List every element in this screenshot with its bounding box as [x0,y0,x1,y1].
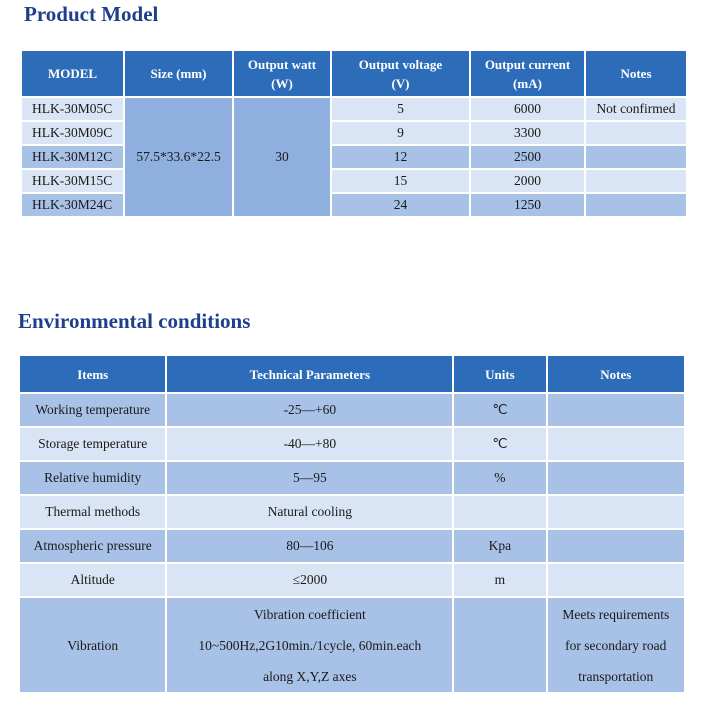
notes-cell: Not confirmed [586,98,686,120]
table-row [20,496,684,528]
header-output-voltage [332,51,469,96]
header-notes: Notes [548,356,684,392]
voltage-cell: 15 [332,170,469,192]
item-cell: Relative humidity [20,462,165,494]
vibration-notes-line1: Meets requirements [562,606,670,622]
header-size: Size (mm) [125,51,232,96]
vibration-param-line3: along X,Y,Z axes [263,668,357,684]
unit-cell: ℃ [454,394,545,426]
product-model-title: Product Model [24,2,159,26]
param-cell: ≤2000 [167,564,452,596]
environmental-conditions-table [18,354,686,694]
notes-cell [586,194,686,216]
table-row [20,462,684,494]
current-cell: 3300 [471,122,584,144]
table-row [22,122,686,144]
header-output-watt-line1: Output watt [247,56,317,72]
header-model: MODEL [22,51,123,96]
item-cell: Thermal methods [20,496,165,528]
model-cell: HLK-30M24C [22,194,123,216]
item-cell: Atmospheric pressure [20,530,165,562]
table-row [20,394,684,426]
watt-cell: 30 [234,98,330,216]
table-row [22,170,686,192]
environmental-conditions-title: Environmental conditions [18,309,251,333]
model-cell: HLK-30M05C [22,98,123,120]
header-units: Units [454,356,545,392]
unit-cell: ℃ [454,428,545,460]
notes-cell [548,394,684,426]
notes-cell [586,146,686,168]
unit-cell: Kpa [454,530,545,562]
notes-cell [548,496,684,528]
voltage-cell: 9 [332,122,469,144]
table-row [22,194,686,216]
table-row [20,564,684,596]
notes-cell [548,564,684,596]
header-output-current-line2: (mA) [513,75,542,91]
vibration-param-line2: 10~500Hz,2G10min./1cycle, 60min.each [198,637,422,653]
unit-cell: m [454,564,545,596]
header-notes: Notes [586,51,686,96]
table-row [20,530,684,562]
model-cell: HLK-30M15C [22,170,123,192]
param-cell: -40—+80 [167,428,452,460]
table-row-vibration [20,598,684,692]
notes-cell [548,462,684,494]
table-row [20,428,684,460]
param-cell: -25—+60 [167,394,452,426]
table-row [22,98,686,120]
vibration-param-cell [167,598,452,692]
param-cell: Natural cooling [167,496,452,528]
vibration-notes-line2: for secondary road [565,637,667,653]
product-model-table [20,49,688,218]
vibration-param-line1: Vibration coefficient [253,606,366,622]
header-output-watt [234,51,330,96]
unit-cell [454,496,545,528]
header-technical-parameters: Technical Parameters [167,356,452,392]
header-items: Items [20,356,165,392]
table-row [22,146,686,168]
size-cell: 57.5*33.6*22.5 [125,98,232,216]
model-cell: HLK-30M09C [22,122,123,144]
voltage-cell: 24 [332,194,469,216]
item-cell: Altitude [20,564,165,596]
header-output-watt-line2: (W) [271,75,293,91]
current-cell: 1250 [471,194,584,216]
unit-cell: % [454,462,545,494]
notes-cell [548,530,684,562]
header-output-current-line1: Output current [484,56,571,72]
item-cell: Vibration [20,598,165,692]
unit-cell [454,598,545,692]
model-cell: HLK-30M12C [22,146,123,168]
vibration-notes-cell [548,598,684,692]
item-cell: Working temperature [20,394,165,426]
notes-cell [586,170,686,192]
table-header-row [20,356,684,392]
header-output-voltage-line2: (V) [391,75,410,91]
notes-cell [586,122,686,144]
current-cell: 2500 [471,146,584,168]
header-output-voltage-line1: Output voltage [358,56,443,72]
voltage-cell: 12 [332,146,469,168]
notes-cell [548,428,684,460]
voltage-cell: 5 [332,98,469,120]
item-cell: Storage temperature [20,428,165,460]
table-header-row [22,51,686,96]
header-output-current [471,51,584,96]
param-cell: 5—95 [167,462,452,494]
current-cell: 2000 [471,170,584,192]
param-cell: 80—106 [167,530,452,562]
current-cell: 6000 [471,98,584,120]
vibration-notes-line3: transportation [578,668,654,684]
